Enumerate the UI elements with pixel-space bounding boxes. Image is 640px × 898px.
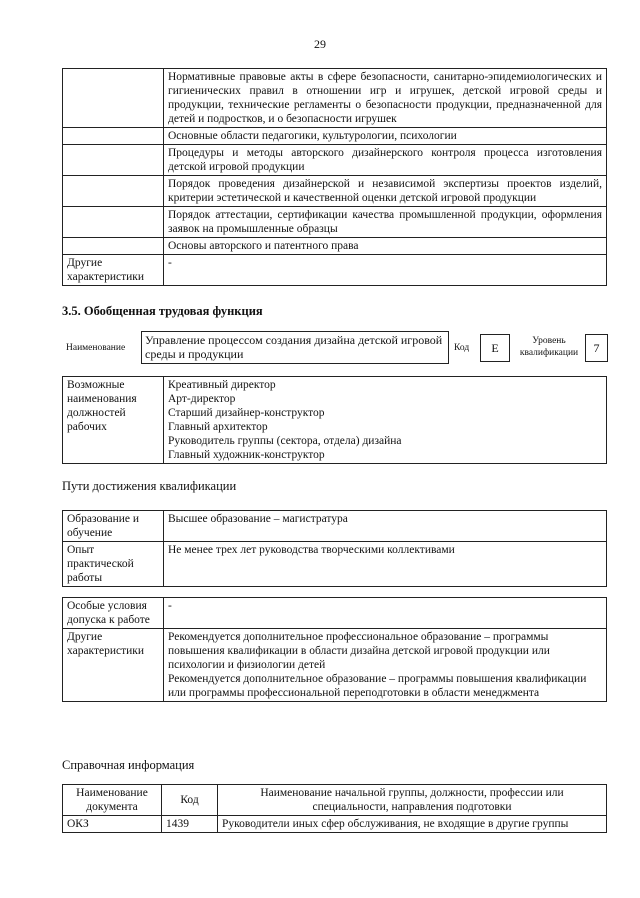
paths-heading: Пути достижения квалификации [62,479,237,493]
column-header: Наименование начальной группы, должности, профессии или специальности, направления подготовки [218,785,607,816]
section-heading: 3.5. Обобщенная трудовая функция [62,304,263,318]
table-cell [164,629,607,702]
table-row [63,128,607,145]
list-item: Главный художник-конструктор [168,449,325,461]
paths-table [62,510,607,587]
table-cell: Основы авторского и патентного права [164,238,607,255]
table-row [63,176,607,207]
table-row [63,238,607,255]
table-cell: 1439 [162,816,218,833]
table-row [63,145,607,176]
code-label: Код [454,343,470,353]
positions-list [164,377,607,464]
table-cell: Порядок проведения дизайнерской и независимой экспертизы проектов изделий, критерии эстетической и качественной оценки детской игровой продукции [164,176,607,207]
list-item: Старший дизайнер-конструктор [168,407,325,419]
function-name-box: Управление процессом создания дизайна детской игровой среды и продукции [141,331,449,364]
list-item: Арт-директор [168,393,236,405]
recommendation-1: Рекомендуется дополнительное профессиональное образование – программы повышения квалификации в области дизайна детской игровой продукции или психологии и физиологии детей [168,631,550,671]
list-item: Креативный директор [168,379,276,391]
table-cell: Не менее трех лет руководства творческими коллективами [164,542,607,587]
column-header: Наименование документа [63,785,162,816]
level-box: 7 [585,334,608,362]
positions-table [62,376,607,464]
table-row [63,511,607,542]
row-label: Возможные наименования должностей рабочих [63,377,164,464]
table-cell: Основные области педагогики, культурологии, психологии [164,128,607,145]
table-row [63,255,607,286]
name-label: Наименование [66,343,126,353]
table-row [63,69,607,128]
table-row [63,816,607,833]
table-cell: Нормативные правовые акты в сфере безопасности, санитарно-эпидемиологических и гигиенических правил в отношении игр и игрушек, детской игровой среды и продукции, технические регламенты о безопасности продукции, предназначенной для детей и подростков, и о безопасности игрушек [164,69,607,128]
list-item: Главный архитектор [168,421,268,433]
table-cell: Порядок аттестации, сертификации качества промышленной продукции, оформления заявок на промышленные образцы [164,207,607,238]
list-item: Руководитель группы (сектора, отдела) дизайна [168,435,402,447]
table-cell: ОКЗ [63,816,162,833]
table-cell: - [164,598,607,629]
row-label: Особые условия допуска к работе [63,598,164,629]
recommendation-2: Рекомендуется дополнительное образование – программы повышения квалификации или программы профессиональной переподготовки в области менеджмента [168,673,587,699]
reference-table [62,784,607,833]
row-label: Образование и обучение [63,511,164,542]
table-row [63,542,607,587]
row-label: Другие характеристики [63,629,164,702]
knowledge-table [62,68,607,286]
page-number: 29 [314,37,326,51]
table-header-row [63,785,607,816]
table-row [63,629,607,702]
conditions-table [62,597,607,702]
reference-heading: Справочная информация [62,758,195,772]
row-label: Опыт практической работы [63,542,164,587]
table-row [63,207,607,238]
table-cell: Высшее образование – магистратура [164,511,607,542]
level-label: Уровень квалификации [519,336,579,358]
table-row [63,598,607,629]
table-cell: Руководители иных сфер обслуживания, не входящие в другие группы [218,816,607,833]
row-label: Другие характеристики [63,255,164,286]
table-row [63,377,607,464]
code-box: E [480,334,510,362]
table-cell: Процедуры и методы авторского дизайнерского контроля процесса изготовления детской игровой продукции [164,145,607,176]
column-header: Код [162,785,218,816]
table-cell: - [164,255,607,286]
